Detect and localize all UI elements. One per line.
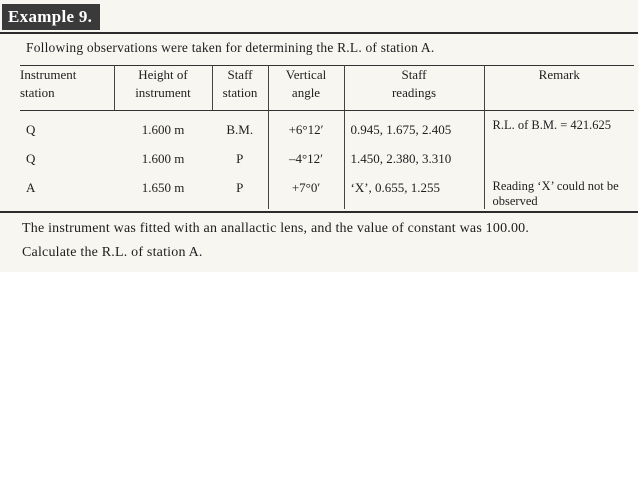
cell-instrument-station: Q — [26, 151, 36, 166]
observation-table — [20, 65, 634, 209]
cell-vertical-angle: +6°12′ — [268, 111, 344, 145]
header-vertical-angle: Vertical angle — [268, 66, 344, 111]
cell-vertical-angle: +7°0′ — [268, 173, 344, 209]
example-title: Example 9. — [2, 4, 100, 30]
cell-staff-station: B.M. — [212, 111, 268, 145]
table-row — [20, 144, 634, 173]
cell-staff-station: P — [212, 144, 268, 173]
cell-height: 1.650 m — [141, 180, 185, 195]
header-staff-station: Staff station — [212, 66, 268, 111]
paragraph-line: The instrument was fitted with an anallactic lens, and the value of constant was 100.00. — [22, 221, 530, 236]
header-instrument-station: Instrument station — [20, 66, 114, 111]
cell-height: 1.600 m — [141, 151, 185, 166]
intro-text: Following observations were taken for determining the R.L. of station A. — [26, 40, 435, 55]
paragraph-line: Calculate the R.L. of station A. — [22, 245, 203, 260]
cell-staff-readings: 0.945, 1.675, 2.405 — [344, 111, 484, 145]
table-header-row — [20, 66, 634, 111]
cell-instrument-station: A — [26, 180, 36, 195]
cell-height: 1.600 m — [141, 122, 185, 137]
cell-remark — [484, 144, 634, 173]
bottom-rule — [0, 211, 638, 213]
table-row — [20, 111, 634, 145]
cell-staff-station: P — [212, 173, 268, 209]
top-rule — [0, 32, 638, 34]
cell-remark: Reading ‘X’ could not be observed — [492, 179, 619, 208]
header-staff-readings: Staff readings — [344, 66, 484, 111]
cell-vertical-angle: –4°12′ — [268, 144, 344, 173]
cell-staff-readings: 1.450, 2.380, 3.310 — [344, 144, 484, 173]
table-row — [20, 173, 634, 209]
header-height-of-instrument: Height of instrument — [114, 66, 212, 111]
cell-staff-readings: ‘X’, 0.655, 1.255 — [344, 173, 484, 209]
header-remark: Remark — [484, 66, 634, 111]
cell-remark: R.L. of B.M. = 421.625 — [492, 118, 612, 132]
cell-instrument-station: Q — [26, 122, 36, 137]
